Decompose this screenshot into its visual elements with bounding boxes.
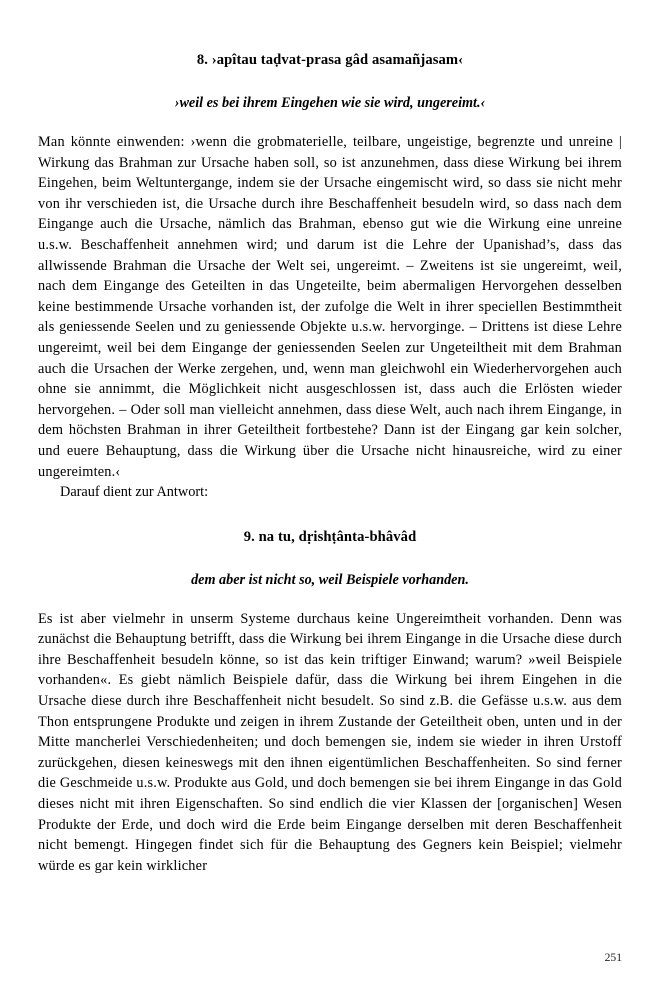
sutra-8-commentary	[38, 132, 622, 503]
sutra-8-translation: ›weil es bei ihrem Eingehen wie sie wird, ungereimt.‹	[174, 95, 486, 111]
paragraph: Es ist aber vielmehr in unserm Systeme durchaus keine Ungereimtheit vorhanden. Denn was zunächst die Behauptung betrifft, dass die Wirkung bei ihrem Eingange in die Ursache diese durch ihre Beschaffenheit besudeln könne, so ist das kein triftiger Einwand; warum? »weil Beispiele vorhanden«. Es giebt nämlich Beispiele dafür, dass die Wirkung bei ihrem Eingehen in die Ursache diese durch ihre Beschaffenheit nicht besudelt. So sind z.B. die Gefässe u.s.w. aus dem Thon entsprungene Produkte und zeigen in ihrem Zustande der Geteiltheit oben, unten und in der Mitte mancherlei Verschiedenheiten; und doch bemengen sie, indem sie wieder in ihren Urstoff zurückgehen, diesen keineswegs mit den ihnen eigentümlichen Beschaffenheiten. So sind ferner die Geschmeide u.s.w. Produkte aus Gold, und doch bemengen sie bei ihrem Eingange in das Gold dieses nicht mit ihren Eigenschaften. So sind endlich die vier Klassen der [organischen] Wesen Produkte der Erde, und doch wird die Erde beim Eingange derselben mit deren Beschaffenheit nicht bemengt. Hingegen findet sich für die Behauptung des Gegners kein Beispiel; vielmehr würde es gar kein wirklicher	[38, 610, 622, 874]
paragraph: Darauf dient zur Antwort:	[60, 484, 209, 501]
paragraph: Man könnte einwenden: ›wenn die grobmaterielle, teilbare, ungeistige, begrenzte und unreine | Wirkung das Brahman zur Ursache haben soll, so ist anzunehmen, dass diese Wirkung bei ihrem Eingehen, beim Weltuntergange, indem sie der Ursache eingemischt wird, so dass sie nicht mehr von ihr verschieden ist, die Ursache durch ihre Beschaffenheit besudeln wird, so dass nach dem Eingange auch die Ursache, nämlich das Brahman, ebenso gut wie die Wirkung eine unreine u.s.w. Beschaffenheit annehmen wird; und darum ist die Lehre der Upanishad’s, dass das allwissende Brahman die Ursache der Welt sei, ungereimt. – Zweitens ist sie ungereimt, weil, nach dem Eingange des Geteilten in das Ungeteilte, beim abermaligen Hervorgehen desselben keine bestimmende Ursache vorhanden ist, der zufolge die Welt in ihrer speciellen Bestimmtheit als geniessende Seelen und zu geniessende Objekte u.s.w. hervorginge. – Drittens ist diese Lehre ungereimt, weil bei dem Eingange der geniessenden Seelen zur Ungeteiltheit mit dem Brahman auch die Ursachen der Werke zergehen, und, wenn man gleichwohl ein Wiederhervorgehen auch ohne sie annimmt, die Möglichkeit nicht ausgeschlossen ist, dass auch die Erlösten wieder hervorgehen. – Oder soll man vielleicht annehmen, dass diese Welt, auch nach ihrem Eingange, in dem höchsten Brahman in ihrer Geteiltheit fortbestehe? Dann ist der Eingang gar kein solcher, und euere Behauptung, dass die Wirkung über die Ursache nicht hinausreiche, wird zu einer ungereimten.‹	[38, 134, 622, 480]
sutra-9-commentary	[38, 609, 622, 877]
sutra-8-heading: 8. ›apîtau taḍvat-prasa gâd asamañjasam‹	[196, 52, 464, 68]
sutra-9-translation: dem aber ist nicht so, weil Beispiele vorhanden.	[191, 571, 469, 588]
sutra-9-heading: 9. na tu, dṛishṭânta-bhâvâd	[243, 528, 417, 545]
page-number: 251	[604, 951, 622, 964]
